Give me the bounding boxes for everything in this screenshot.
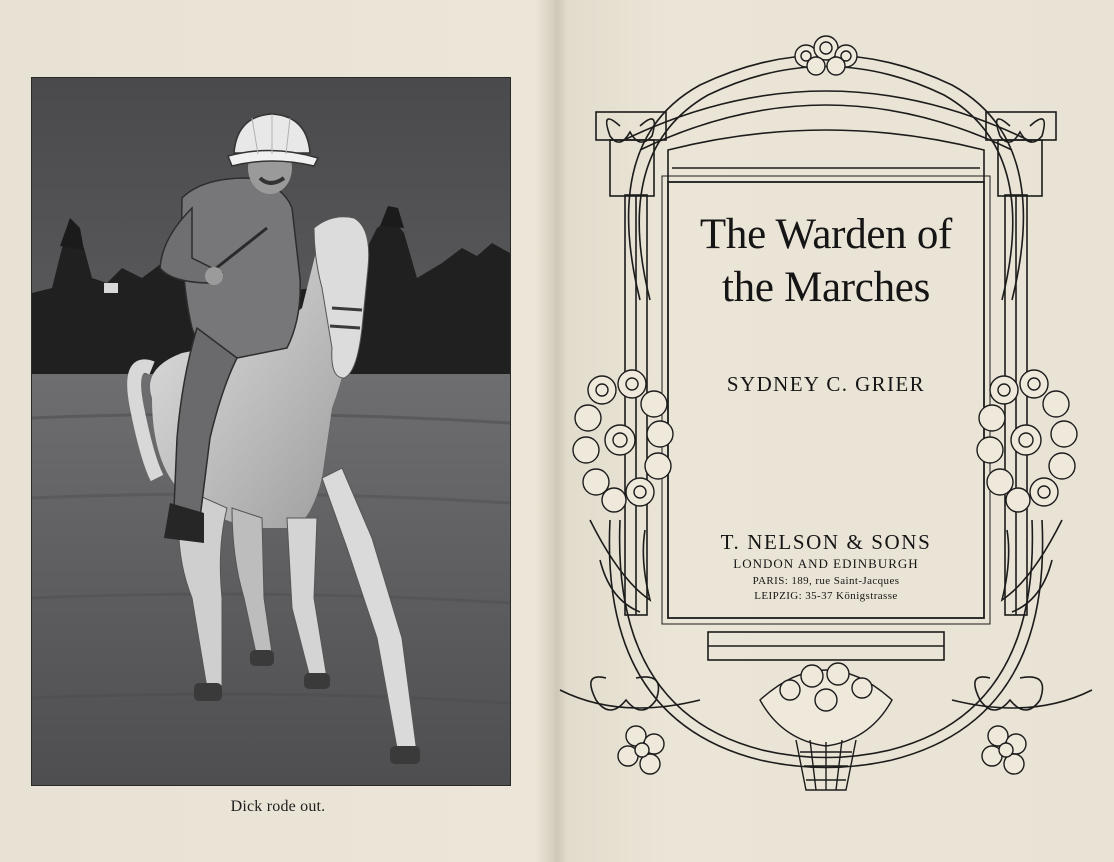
rose-garland-ornament xyxy=(573,370,673,512)
title-panel xyxy=(668,182,984,618)
title-line-1: The Warden of xyxy=(699,211,953,258)
frontispiece-caption: Dick rode out. xyxy=(230,798,326,815)
author-name: SYDNEY C. GRIER xyxy=(726,372,926,396)
publisher-name: T. NELSON & SONS xyxy=(720,530,932,554)
publisher-cities: LONDON AND EDINBURGH xyxy=(733,556,919,571)
paris-address: PARIS: 189, rue Saint-Jacques xyxy=(752,575,900,587)
rose-garland-ornament xyxy=(795,36,857,75)
book-title xyxy=(668,208,984,314)
rose-basket-ornament xyxy=(760,663,892,790)
leipzig-address: LEIPZIG: 35-37 Königstrasse xyxy=(754,590,898,602)
title-line-2: the Marches xyxy=(721,264,931,311)
